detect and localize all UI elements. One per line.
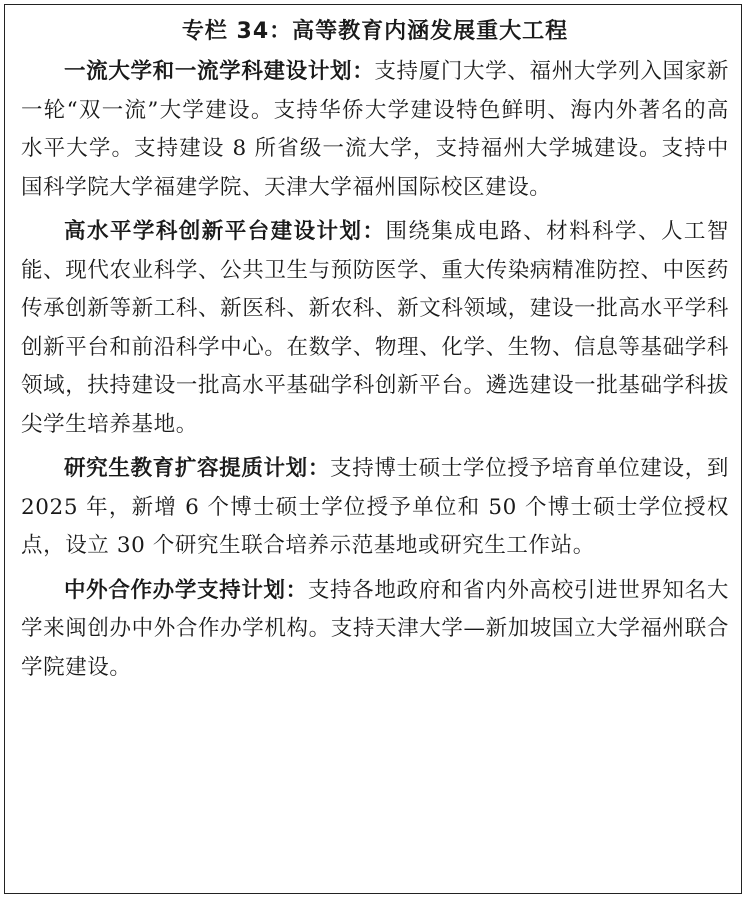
section-heading: 一流大学和一流学科建设计划： — [64, 59, 375, 84]
section-body: 支持各地政府和省内外高校引进世界知名大学来闽创办中外合作办学机构。支持天津大学—新加坡国立大学福州联合学院建设。 — [21, 577, 729, 680]
section-heading: 研究生教育扩容提质计划： — [64, 456, 331, 481]
section-sino-foreign-cooperation — [21, 572, 729, 688]
section-body: 支持博士硕士学位授予培育单位建设，到 2025 年，新增 6 个博士硕士学位授予单位和 50 个博士硕士学位授权点，设立 30 个研究生联合培养示范基地或研究生工作站。 — [21, 456, 729, 558]
section-body: 支持厦门大学、福州大学列入国家新一轮“双一流”大学建设。支持华侨大学建设特色鲜明、海内外著名的高水平大学。支持建设 8 所省级一流大学，支持福州大学城建设。支持中国科学院大学福建学院、天津大学福州国际校区建设。 — [21, 59, 729, 200]
column-title: 专栏 34：高等教育内涵发展重大工程 — [181, 19, 569, 44]
column-box — [4, 4, 742, 894]
section-graduate-education — [21, 450, 729, 566]
section-heading: 中外合作办学支持计划： — [64, 577, 308, 603]
section-first-class-university — [21, 53, 729, 207]
section-body: 围绕集成电路、材料科学、人工智能、现代农业科学、公共卫生与预防医学、重大传染病精准防控、中医药传承创新等新工科、新医科、新农科、新文科领域，建设一批高水平学科创新平台和前沿科学中心。在数学、物理、化学、生物、信息等基础学科领域，扶持建设一批高水平基础学科创新平台。遴选建设一批基础学科拔尖学生培养基地。 — [21, 219, 729, 437]
section-heading: 高水平学科创新平台建设计划： — [64, 219, 386, 244]
section-innovation-platform — [21, 213, 729, 444]
